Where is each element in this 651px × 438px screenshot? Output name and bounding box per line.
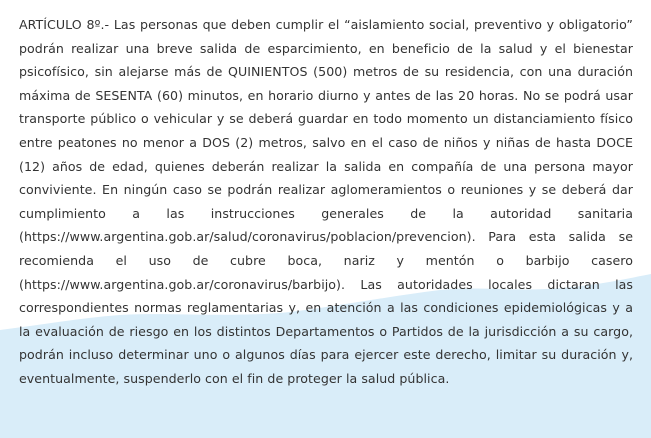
article-paragraph: ARTÍCULO 8º.- Las personas que deben cumplir el “aislamiento social, preventivo y obligatorio” podrán realizar una breve salida de esparcimiento, en beneficio de la salud y el bienestar psicofísico, sin alejarse más de QUINIENTOS (500) metros de su residencia, con una duración máxima de SESENTA (60) minutos, en horario diurno y antes de las 20 horas. No se podrá usar transporte público o vehicular y se deberá guardar en todo momento un distanciamiento físico entre peatones no menor a DOS (2) metros, salvo en el caso de niños y niñas de hasta DOCE (12) años de edad, quienes deberán realizar la salida en compañía de una persona mayor conviviente. En ningún caso se podrán realizar aglomeramientos o reuniones y se deberá dar cumplimiento a las instrucciones generales de la autoridad sanitaria (https://www.argentina.gob.ar/salud/coronavirus/poblacion/prevencion). Para esta salida se recomienda el uso de cubre boca, nariz y mentón o barbijo casero (https://www.argentina.gob.ar/coronavirus/barbijo). Las autoridades locales dictaran las correspondientes normas reglamentarias y, en atención a las condiciones epidemiológicas y a la evaluación de riesgo en los distintos Departamentos o Partidos de la jurisdicción a su cargo, podrán incluso determinar uno o algunos días para ejercer este derecho, limitar su duración y, eventualmente, suspenderlo con el fin de proteger la salud pública. bbox=[19, 17, 633, 386]
